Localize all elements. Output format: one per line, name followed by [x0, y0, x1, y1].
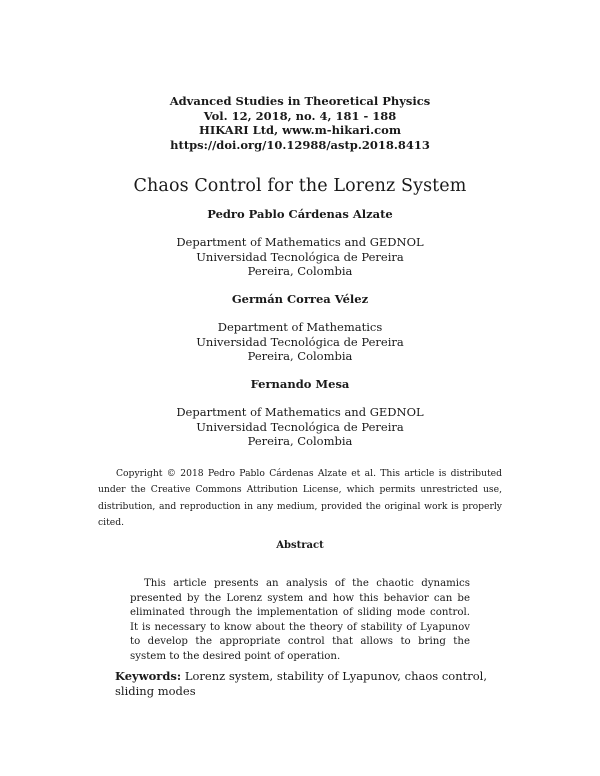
- affiliation-line: Department of Mathematics and GEDNOL: [176, 405, 424, 419]
- journal-volume: Vol. 12, 2018, no. 4, 181 - 188: [203, 108, 397, 123]
- author-name-3: Fernando Mesa: [250, 377, 350, 391]
- keywords-text: Lorenz system, stability of Lyapunov, chaos control, sliding modes: [115, 669, 487, 698]
- keywords-section: [115, 669, 487, 699]
- affiliation-line: Pereira, Colombia: [247, 349, 353, 363]
- affiliation-line: Pereira, Colombia: [247, 264, 353, 278]
- author-name-2: Germán Correa Vélez: [231, 292, 369, 306]
- affiliation-line: Department of Mathematics: [217, 320, 383, 334]
- author-affiliation-3: [0, 405, 600, 449]
- affiliation-line: Universidad Tecnológica de Pereira: [196, 334, 404, 349]
- abstract-text: This article presents an analysis of the chaotic dynamics presented by the Lorenz system and how this behavior can be eliminated through the implementation of sliding mode control. It is necessary to know about the theory of stability of Lyapunov to develop the appropriate control that allows to bring the system to the desired point of operation.: [130, 578, 470, 662]
- affiliation-line: Pereira, Colombia: [247, 434, 353, 448]
- journal-publisher: HIKARI Ltd, www.m-hikari.com: [199, 123, 401, 137]
- affiliation-line: Universidad Tecnológica de Pereira: [196, 249, 404, 264]
- copyright-notice: Copyright © 2018 Pedro Pablo Cárdenas Alzate et al. This article is distributed under the Creative Commons Attribution License, which permits unrestricted use, distribution, and reproduction in any medium, provided the original work is properly cited.: [98, 468, 502, 529]
- author-affiliation-1: [0, 235, 600, 279]
- affiliation-line: Department of Mathematics and GEDNOL: [176, 235, 424, 249]
- author-affiliation-2: [0, 320, 600, 364]
- journal-header: [0, 94, 600, 152]
- author-name-1: Pedro Pablo Cárdenas Alzate: [207, 207, 393, 221]
- journal-doi-link[interactable]: https://doi.org/10.12988/astp.2018.8413: [170, 137, 430, 152]
- abstract-heading: Abstract: [276, 540, 324, 551]
- journal-name: Advanced Studies in Theoretical Physics: [169, 94, 431, 108]
- paper-title: Chaos Control for the Lorenz System: [133, 176, 467, 196]
- keywords-label: Keywords:: [115, 669, 182, 683]
- affiliation-line: Universidad Tecnológica de Pereira: [196, 419, 404, 434]
